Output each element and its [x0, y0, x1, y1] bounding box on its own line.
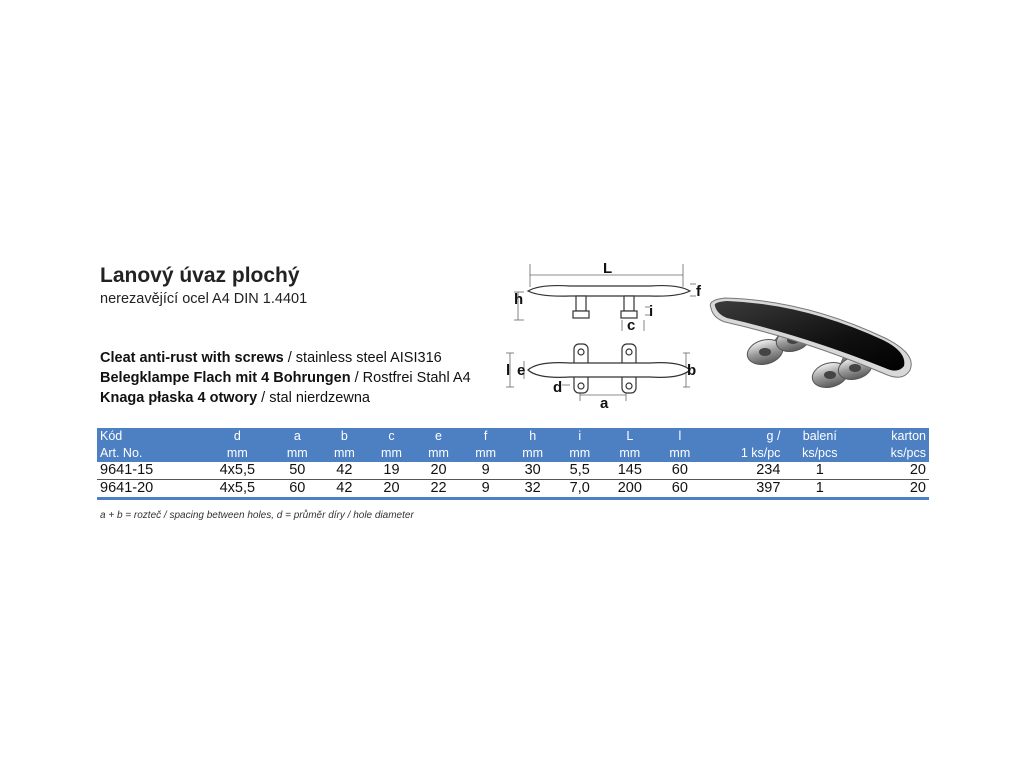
- description-pl-bold: Knaga płaska 4 otwory: [100, 390, 258, 406]
- description-de: [100, 370, 471, 386]
- cell-baleni: 1: [783, 462, 856, 480]
- cell-f: 9: [462, 462, 509, 480]
- header-e: e: [435, 429, 442, 443]
- cell-i: 5,5: [556, 462, 603, 480]
- cleat-side-view: [528, 286, 690, 318]
- cell-karton: 20: [856, 462, 929, 480]
- cell-d: 4x5,5: [201, 462, 274, 480]
- label-l: l: [506, 362, 511, 379]
- unit-b: mm: [333, 446, 355, 460]
- header-karton: karton: [891, 429, 926, 443]
- table-row: [97, 462, 929, 480]
- header-weight: g /: [766, 429, 781, 443]
- unit-karton: ks/pcs: [890, 446, 926, 460]
- cell-code: 9641-20: [97, 480, 201, 499]
- cell-b: 42: [321, 462, 368, 480]
- unit-l: mm: [669, 446, 691, 460]
- cell-a: 50: [274, 462, 321, 480]
- header-art-no: Art. No.: [100, 446, 143, 460]
- footnote: a + b = rozteč / spacing between holes, d = průměr díry / hole diameter: [100, 510, 414, 521]
- label-L: L: [603, 260, 613, 277]
- cell-a: 60: [274, 480, 321, 499]
- header-h: h: [529, 429, 537, 443]
- description-pl: [100, 390, 370, 406]
- label-e: e: [517, 362, 526, 379]
- description-en: [100, 350, 442, 366]
- header-b: b: [340, 429, 348, 443]
- cell-e: 20: [415, 462, 462, 480]
- unit-i: mm: [569, 446, 591, 460]
- unit-f: mm: [475, 446, 497, 460]
- header-d: d: [233, 429, 241, 443]
- unit-e: mm: [428, 446, 449, 460]
- header-L: L: [626, 429, 634, 443]
- description-pl-normal: / stal nierdzewna: [257, 390, 370, 406]
- description-en-normal: / stainless steel AISI316: [283, 350, 442, 366]
- description-en-bold: Cleat anti-rust with screws: [100, 350, 284, 366]
- unit-d: mm: [226, 446, 248, 460]
- unit-weight: 1 ks/pc: [740, 446, 781, 460]
- cell-i: 7,0: [556, 480, 603, 499]
- unit-L: mm: [619, 446, 641, 460]
- unit-c: mm: [381, 446, 402, 460]
- product-title: Lanový úvaz plochý: [100, 264, 300, 287]
- header-f: f: [483, 429, 488, 443]
- header-i: i: [578, 429, 582, 443]
- cell-karton: 20: [856, 480, 929, 499]
- header-kod: Kód: [100, 429, 123, 443]
- cell-weight: 234: [703, 462, 783, 480]
- label-i: i: [649, 303, 654, 320]
- label-h: h: [514, 291, 524, 308]
- cell-code: 9641-15: [97, 462, 201, 480]
- cell-h: 30: [509, 462, 556, 480]
- label-b: b: [687, 362, 697, 379]
- cell-c: 19: [368, 462, 415, 480]
- product-photo: [705, 290, 920, 420]
- unit-a: mm: [286, 446, 308, 460]
- dimension-lines: [506, 264, 696, 401]
- cell-d: 4x5,5: [201, 480, 274, 499]
- header-baleni: balení: [802, 429, 837, 443]
- label-f: f: [696, 283, 701, 300]
- description-de-bold: Belegklampe Flach mit 4 Bohrungen: [100, 370, 351, 386]
- header-a: a: [293, 429, 301, 443]
- label-c: c: [627, 317, 636, 334]
- cell-baleni: 1: [783, 480, 856, 499]
- table-row: [97, 480, 929, 499]
- cell-weight: 397: [703, 480, 783, 499]
- cell-e: 22: [415, 480, 462, 499]
- spec-table: [97, 428, 929, 500]
- cell-b: 42: [321, 480, 368, 499]
- cell-h: 32: [509, 480, 556, 499]
- description-de-normal: / Rostfrei Stahl A4: [350, 370, 471, 386]
- header-l: l: [678, 429, 682, 443]
- label-d: d: [553, 379, 563, 396]
- table-header-row: [97, 428, 929, 445]
- table-header-units-row: [97, 445, 929, 462]
- product-subtitle: nerezavějící ocel A4 DIN 1.4401: [100, 291, 308, 307]
- cell-c: 20: [368, 480, 415, 499]
- technical-drawing: [500, 255, 720, 415]
- label-a: a: [600, 395, 609, 412]
- cell-l: 60: [656, 462, 703, 480]
- cell-L: 200: [603, 480, 656, 499]
- header-c: c: [388, 429, 395, 443]
- cell-f: 9: [462, 480, 509, 499]
- cell-l: 60: [656, 480, 703, 499]
- unit-h: mm: [522, 446, 544, 460]
- cell-L: 145: [603, 462, 656, 480]
- unit-baleni: ks/pcs: [802, 446, 838, 460]
